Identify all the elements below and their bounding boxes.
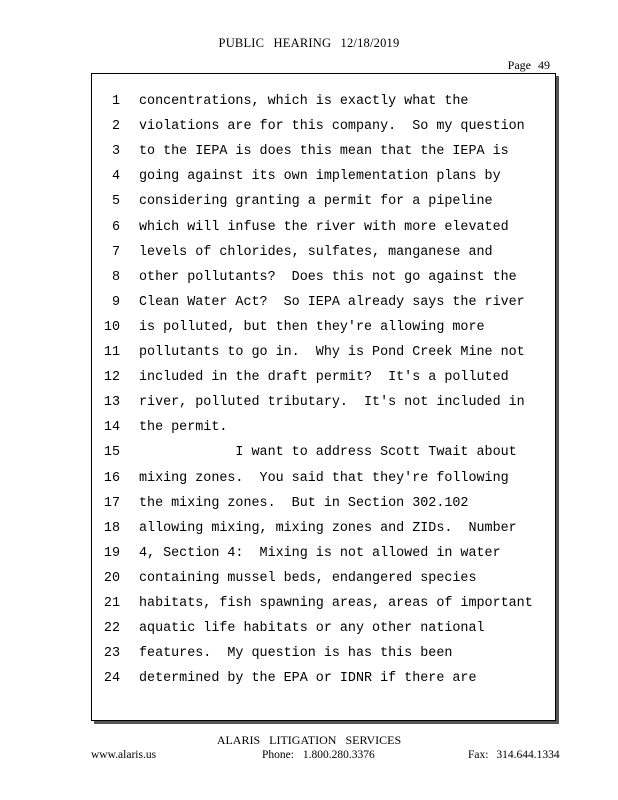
line-number: 14 [103, 420, 120, 436]
line-number: 17 [103, 495, 120, 511]
line-number: 12 [103, 370, 120, 386]
transcript-line [92, 516, 555, 541]
line-text: the permit. [139, 420, 228, 436]
line-number: 18 [103, 520, 120, 536]
line-number: 22 [103, 621, 120, 637]
line-text: river, polluted tributary. It's not included in [139, 395, 525, 411]
transcript-line [92, 616, 555, 641]
line-number: 20 [103, 570, 120, 586]
line-text: determined by the EPA or IDNR if there are [139, 671, 477, 687]
line-number: 24 [103, 671, 120, 687]
transcript-line [92, 641, 555, 666]
line-text: features. My question is has this been [139, 646, 453, 662]
transcript-line [92, 315, 555, 340]
line-text: aquatic life habitats or any other national [139, 621, 485, 637]
line-text: included in the draft permit? It's a polluted [139, 370, 509, 386]
transcript-line [92, 541, 555, 566]
transcript-line [92, 566, 555, 591]
line-text: to the IEPA is does this mean that the IEPA is [139, 144, 509, 160]
line-text: which will infuse the river with more elevated [139, 219, 509, 235]
footer-website: www.alaris.us [91, 749, 157, 761]
transcript-line [92, 164, 555, 189]
line-text: levels of chlorides, sulfates, manganese and [139, 244, 493, 260]
transcript-line [92, 189, 555, 214]
page-number: Page 49 [507, 58, 550, 72]
line-number: 11 [103, 345, 120, 360]
line-number: 13 [103, 395, 120, 411]
line-text: pollutants to go in. Why is Pond Creek Mine not [139, 345, 525, 360]
line-number: 5 [111, 194, 120, 210]
footer-fax: Fax: 314.644.1334 [468, 749, 560, 761]
transcript-line [92, 240, 555, 265]
transcript-line [92, 440, 555, 465]
transcript-line [92, 215, 555, 240]
line-number: 6 [111, 219, 120, 235]
line-number: 7 [111, 244, 120, 260]
transcript-box [91, 73, 556, 721]
line-number: 9 [111, 294, 120, 310]
line-text: considering granting a permit for a pipeline [139, 194, 493, 210]
transcript-line [92, 89, 555, 114]
line-number: 21 [103, 596, 120, 611]
line-text: Clean Water Act? So IEPA already says the river [139, 294, 525, 310]
transcript-line [92, 340, 555, 365]
footer-company: ALARIS LITIGATION SERVICES [216, 733, 402, 747]
line-text: the mixing zones. But in Section 302.102 [139, 495, 469, 511]
line-number: 8 [111, 269, 120, 285]
line-number: 1 [111, 94, 120, 109]
line-number: 3 [111, 144, 120, 160]
line-text: habitats, fish spawning areas, areas of important [139, 596, 533, 611]
transcript-line [92, 666, 555, 691]
line-number: 10 [103, 319, 120, 335]
transcript-line [92, 390, 555, 415]
line-text: going against its own implementation plans by [139, 169, 501, 185]
transcript-line [92, 365, 555, 390]
line-text: is polluted, but then they're allowing more [139, 319, 485, 335]
transcript-line [92, 591, 555, 616]
line-text: concentrations, which is exactly what the [139, 94, 469, 109]
line-number: 19 [103, 545, 120, 561]
line-text: allowing mixing, mixing zones and ZIDs. Number [139, 520, 517, 536]
transcript-line [92, 114, 555, 139]
footer-phone: Phone: 1.800.280.3376 [262, 749, 375, 761]
line-text: mixing zones. You said that they're following [139, 470, 509, 486]
transcript-line [92, 491, 555, 516]
transcript-line [92, 466, 555, 491]
line-text: 4, Section 4: Mixing is not allowed in water [139, 545, 501, 561]
line-text: violations are for this company. So my question [139, 119, 525, 135]
line-number: 2 [111, 119, 120, 135]
line-number: 23 [103, 646, 120, 662]
line-number: 15 [103, 445, 120, 461]
line-text: other pollutants? Does this not go against the [139, 269, 517, 285]
line-number: 16 [103, 470, 120, 486]
transcript-line [92, 139, 555, 164]
line-text: containing mussel beds, endangered species [139, 570, 477, 586]
transcript-line [92, 290, 555, 315]
transcript-line [92, 265, 555, 290]
line-number: 4 [111, 169, 120, 185]
transcript-line [92, 415, 555, 440]
page-header-title: PUBLIC HEARING 12/18/2019 [218, 36, 400, 50]
line-text: I want to address Scott Twait about [139, 445, 517, 461]
